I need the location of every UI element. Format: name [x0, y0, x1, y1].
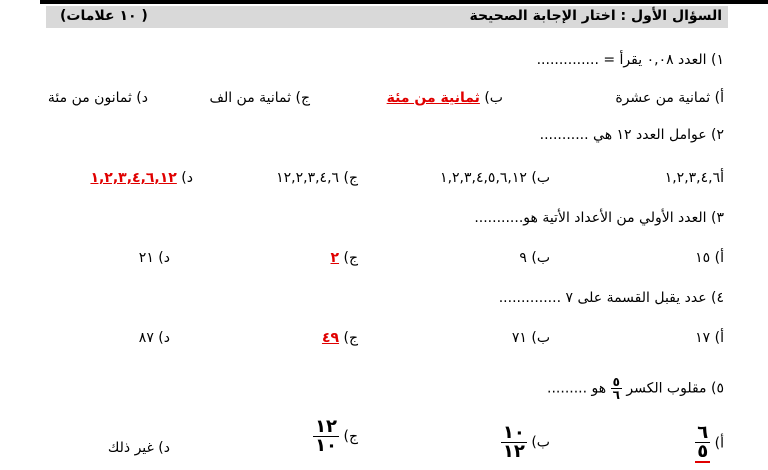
- q5-option-a[interactable]: [695, 424, 724, 463]
- question-5-prefix: ٥) مقلوب الكسر: [626, 380, 724, 397]
- marks-label: ( ١٠ علامات): [60, 8, 148, 24]
- q5-option-b-prefix: ب): [531, 434, 550, 451]
- q2-option-d-prefix: د): [181, 170, 193, 186]
- q2-correct-answer: ١,٢,٣,٤,٦,١٢: [90, 170, 177, 186]
- q5-a-numerator: ٦: [697, 422, 709, 443]
- q2-option-d[interactable]: [90, 170, 193, 186]
- question-4-text: ٤) عدد يقبل القسمة على ٧ ..............: [498, 290, 724, 306]
- q1-option-b[interactable]: [387, 90, 503, 106]
- q1-option-d[interactable]: د) ثمانون من مئة: [47, 90, 148, 106]
- q3-option-c-prefix: ج): [343, 250, 358, 266]
- q3-option-b[interactable]: ب) ٩: [519, 250, 550, 266]
- q3-option-d[interactable]: د) ٢١: [138, 250, 170, 266]
- q4-option-d[interactable]: د) ٨٧: [138, 330, 170, 346]
- top-border-line: [40, 0, 768, 4]
- question-3-text: ٣) العدد الأولي من الأعداد الأتية هو...........: [474, 210, 724, 226]
- q5-c-denominator: ١٠: [315, 435, 338, 456]
- q5-option-a-fraction: [695, 424, 710, 463]
- q1-correct-answer: ثمانية من مئة: [386, 90, 480, 106]
- q3-option-c[interactable]: [331, 250, 359, 266]
- q4-option-c-prefix: ج): [343, 330, 358, 346]
- question-1-text: ١) العدد ٠,٠٨ يقرأ = ..............: [536, 52, 724, 68]
- q5-option-c[interactable]: [313, 418, 358, 455]
- q5-option-c-prefix: ج): [343, 428, 358, 445]
- q1-option-b-prefix: ب): [484, 90, 503, 106]
- q4-option-a[interactable]: أ) ١٧: [695, 330, 724, 346]
- q5-c-numerator: ١٢: [315, 416, 338, 437]
- q5-option-c-fraction: [313, 418, 339, 455]
- section-title: السؤال الأول : اختار الإجابة الصحيحة: [469, 8, 722, 24]
- q5-option-b-fraction: [501, 424, 527, 461]
- q4-option-c[interactable]: [322, 330, 358, 346]
- q2-option-b[interactable]: ب) ١,٢,٣,٤,٥,٦,١٢: [440, 170, 550, 186]
- q5-a-denominator: ٥: [697, 441, 709, 462]
- fraction-denominator: ٦: [612, 388, 620, 402]
- q5-b-denominator: ١٢: [502, 441, 525, 462]
- q5-b-numerator: ١٠: [502, 422, 525, 443]
- q3-correct-answer: ٢: [330, 250, 340, 266]
- question-5-fraction: [611, 376, 622, 401]
- q2-option-a[interactable]: أ١,٢,٣,٤,٦: [664, 170, 724, 186]
- q3-option-a[interactable]: أ) ١٥: [695, 250, 724, 266]
- question-header-bar: [46, 6, 728, 28]
- q5-option-b[interactable]: [501, 424, 550, 461]
- q1-option-a[interactable]: أ) ثمانية من عشرة: [615, 90, 724, 106]
- question-5-text: [547, 376, 724, 401]
- fraction-numerator: ٥: [612, 375, 620, 389]
- q5-option-d[interactable]: د) غير ذلك: [107, 440, 170, 456]
- q2-option-c[interactable]: ج) ١٢,٢,٣,٤,٦: [276, 170, 358, 186]
- q1-option-c[interactable]: ج) ثمانية من الف: [209, 90, 310, 106]
- q5-option-a-prefix: أ): [714, 435, 724, 452]
- question-2-text: ٢) عوامل العدد ١٢ هي ...........: [539, 127, 724, 143]
- question-5-suffix: هو .........: [547, 380, 607, 397]
- q4-option-b[interactable]: ب) ٧١: [511, 330, 550, 346]
- q4-correct-answer: ٤٩: [321, 330, 340, 346]
